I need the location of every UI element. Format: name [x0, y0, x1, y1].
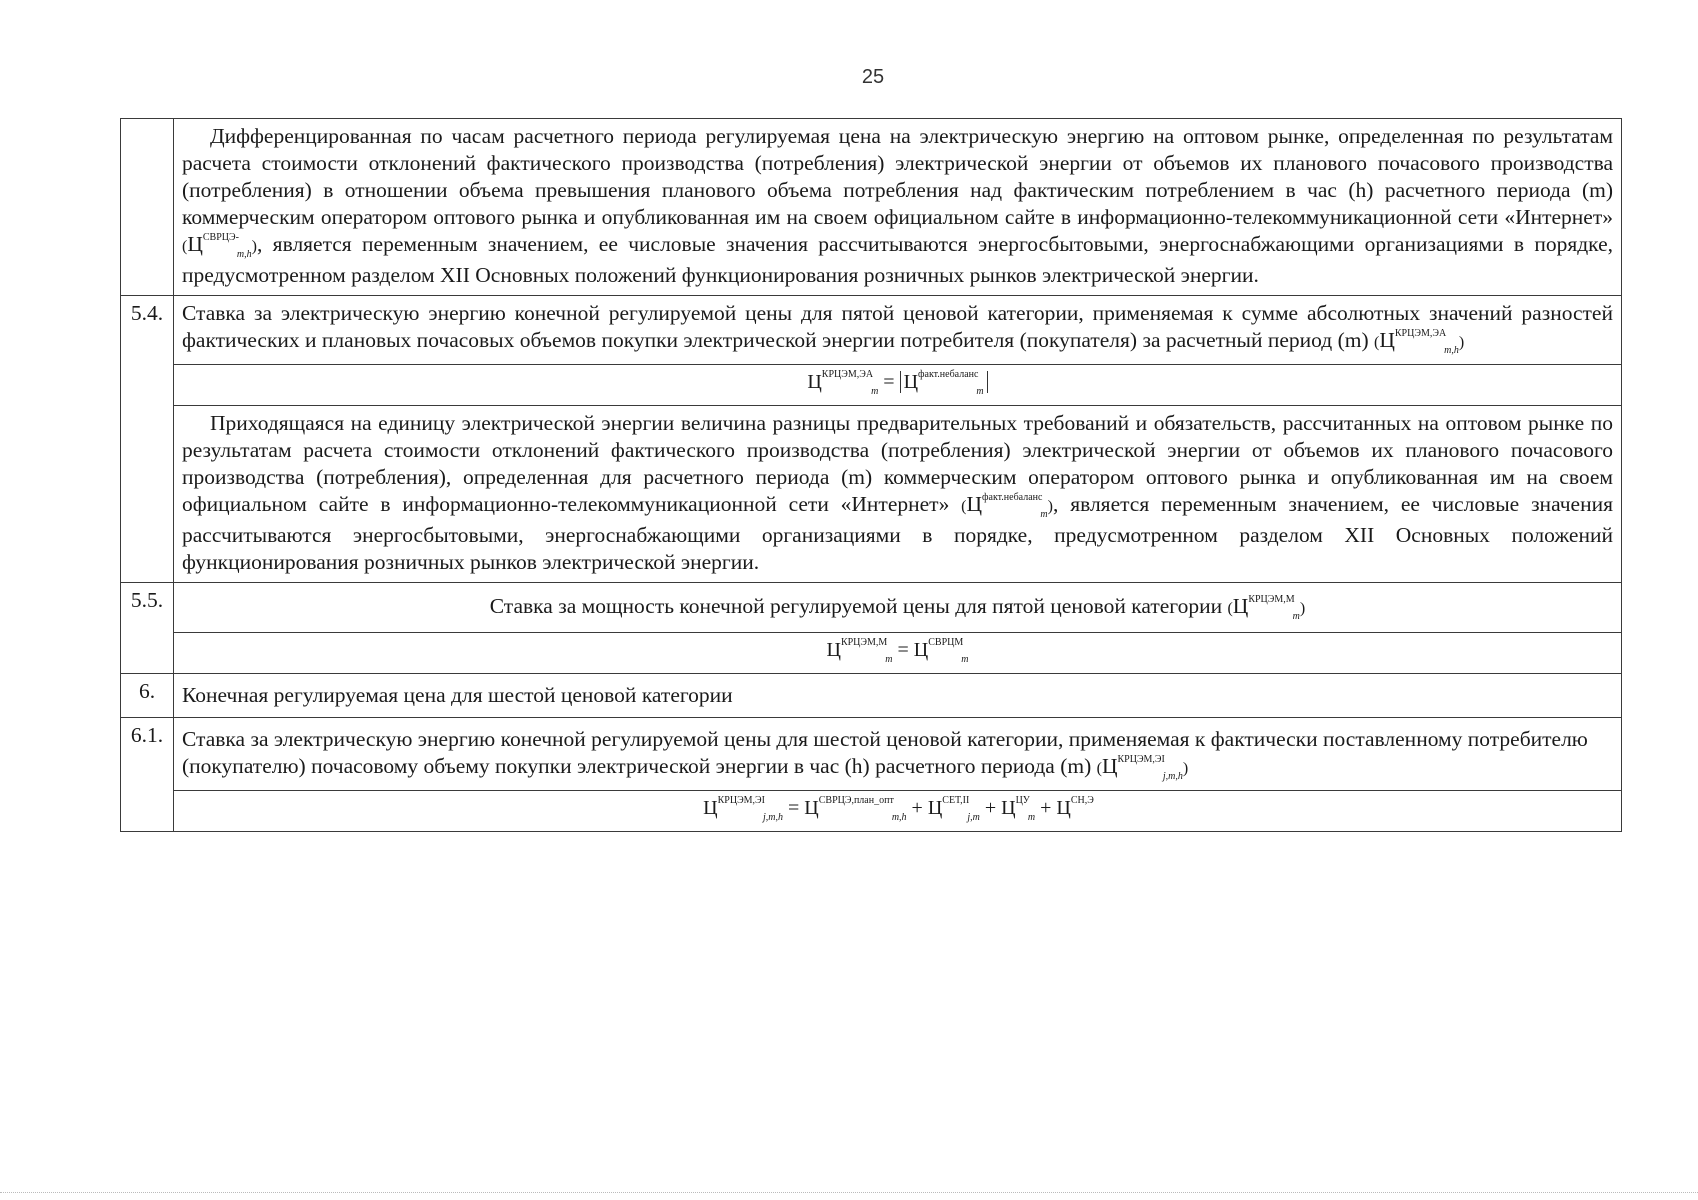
description-text: Приходящаяся на единицу электрической энергии величина разницы предварительных требований и обязательств, рассчитанных на оптовом рынке по результатам расчета стоимости отклонений фактического производства (потребления) электрической энергии от объемов их планового почасового производства (потребления), определенная для расчетного периода (m) коммерческим оператором оптового рынка и опубликованная им на своем официальном сайте в информационно-телекоммуникационной сети «Интернет» — [182, 411, 1613, 516]
price-symbol: $(Ц^{КРЦЭМ,ЭI}_{j,m,h})$ — [1096, 754, 1189, 782]
page-number: 25 — [861, 66, 885, 88]
table-row — [121, 674, 1622, 718]
formula-lhs: $Ц^{КРЦЭМ,ЭА}_m$ — [807, 369, 879, 397]
row-description — [174, 296, 1622, 365]
formula — [174, 365, 1622, 406]
formula-term: $Ц^{СН,Э}$ — [1056, 795, 1094, 819]
description-text: Ставка за электрическую энергию конечной регулируемой цены для пятой ценовой категории, применяемая к сумме абсолютных значений разностей фактических и плановых почасовых объемов покупки электрической энергии потребителя (покупателя) за расчетный период (m) — [182, 301, 1613, 352]
formula-equals: = — [788, 797, 800, 819]
formula-rhs: $Ц^{СВРЦМ}_m$ — [913, 637, 969, 665]
row-description — [174, 583, 1622, 633]
formula-equals: = — [897, 639, 909, 661]
tariff-table — [120, 118, 1622, 832]
row-number-empty — [121, 119, 174, 296]
scan-edge-dots — [0, 1192, 1698, 1195]
row-description — [174, 718, 1622, 791]
formula-term: $Ц^{ЦУ}_m$ — [1001, 795, 1036, 823]
row-number: 5.5. — [121, 583, 174, 674]
price-symbol: $(Ц^{КРЦЭМ,ЭА}_{m,h})$ — [1374, 328, 1465, 356]
formula — [174, 633, 1622, 674]
table-row — [121, 791, 1622, 832]
description-text: , является переменным значением, ее числовые значения рассчитываются энергосбытовыми, энергоснабжающими организациями в порядке, предусмотренном разделом XII Основных положений функционирования розничных рынков электрической энергии. — [182, 232, 1613, 287]
row-description — [174, 406, 1622, 583]
table-row — [121, 406, 1622, 583]
formula-plus: + — [1040, 797, 1052, 819]
formula-plus: + — [984, 797, 997, 819]
description-text: Ставка за мощность конечной регулируемой цены для пятой ценовой категории — [489, 594, 1223, 618]
formula-equals: = — [883, 371, 895, 393]
row-description: Конечная регулируемая цена для шестой ценовой категории — [174, 674, 1622, 718]
row-number: 6. — [121, 674, 174, 718]
formula-lhs: $Ц^{КРЦЭМ,М}_m$ — [826, 637, 893, 665]
formula-term: $Ц^{СЕТ,II}_{j,m}$ — [927, 795, 980, 823]
formula-term: $Ц^{КРЦЭМ,ЭI}_{j,m,h}$ — [703, 795, 783, 823]
price-symbol: $(Ц^{факт.небаланс}_m)$ — [961, 492, 1053, 520]
formula — [174, 791, 1622, 832]
description-text: , является переменным значением, ее числовые значения рассчитываются энергосбытовыми, энергоснабжающими организациями в порядке, предусмотренном разделом XII Основных положений функционирования розничных рынков электрической энергии. — [182, 492, 1614, 574]
table-row — [121, 119, 1622, 296]
row-number: 6.1. — [121, 718, 174, 832]
table-row — [121, 633, 1622, 674]
formula-plus: + — [911, 797, 923, 819]
table-row — [121, 296, 1622, 365]
table-row — [121, 583, 1622, 633]
row-description — [174, 119, 1622, 296]
price-symbol: $(Ц^{СВРЦЭ-}_{m,h})$ — [182, 232, 257, 260]
table-row — [121, 718, 1622, 791]
row-number: 5.4. — [121, 296, 174, 583]
table-row — [121, 365, 1622, 406]
formula-rhs-abs: $Ц^{факт.небаланс}_m$ — [900, 371, 988, 393]
price-symbol: $(Ц^{КРЦЭМ,М}_m)$ — [1227, 594, 1306, 622]
formula-term: $Ц^{СВРЦЭ,план\_опт}_{m,h}$ — [804, 795, 907, 823]
description-text: Дифференцированная по часам расчетного периода регулируемая цена на электрическую энергию на оптовом рынке, определенная по результатам расчета стоимости отклонений фактического производства (потребления) электрической энергии от объемов их планового почасового производства (потребления) в отношении объема превышения планового объема потребления над фактическим потреблением в час (h) расчетного периода (m) коммерческим оператором оптового рынка и опубликованная им на своем официальном сайте в информационно-телекоммуникационной сети «Интернет» — [182, 124, 1613, 229]
description-text: Ставка за электрическую энергию конечной регулируемой цены для шестой ценовой категории, применяемая к фактически поставленному потребителю (покупателю) почасовому объему покупки электрической энергии в час (h) расчетного периода (m) — [182, 727, 1588, 778]
